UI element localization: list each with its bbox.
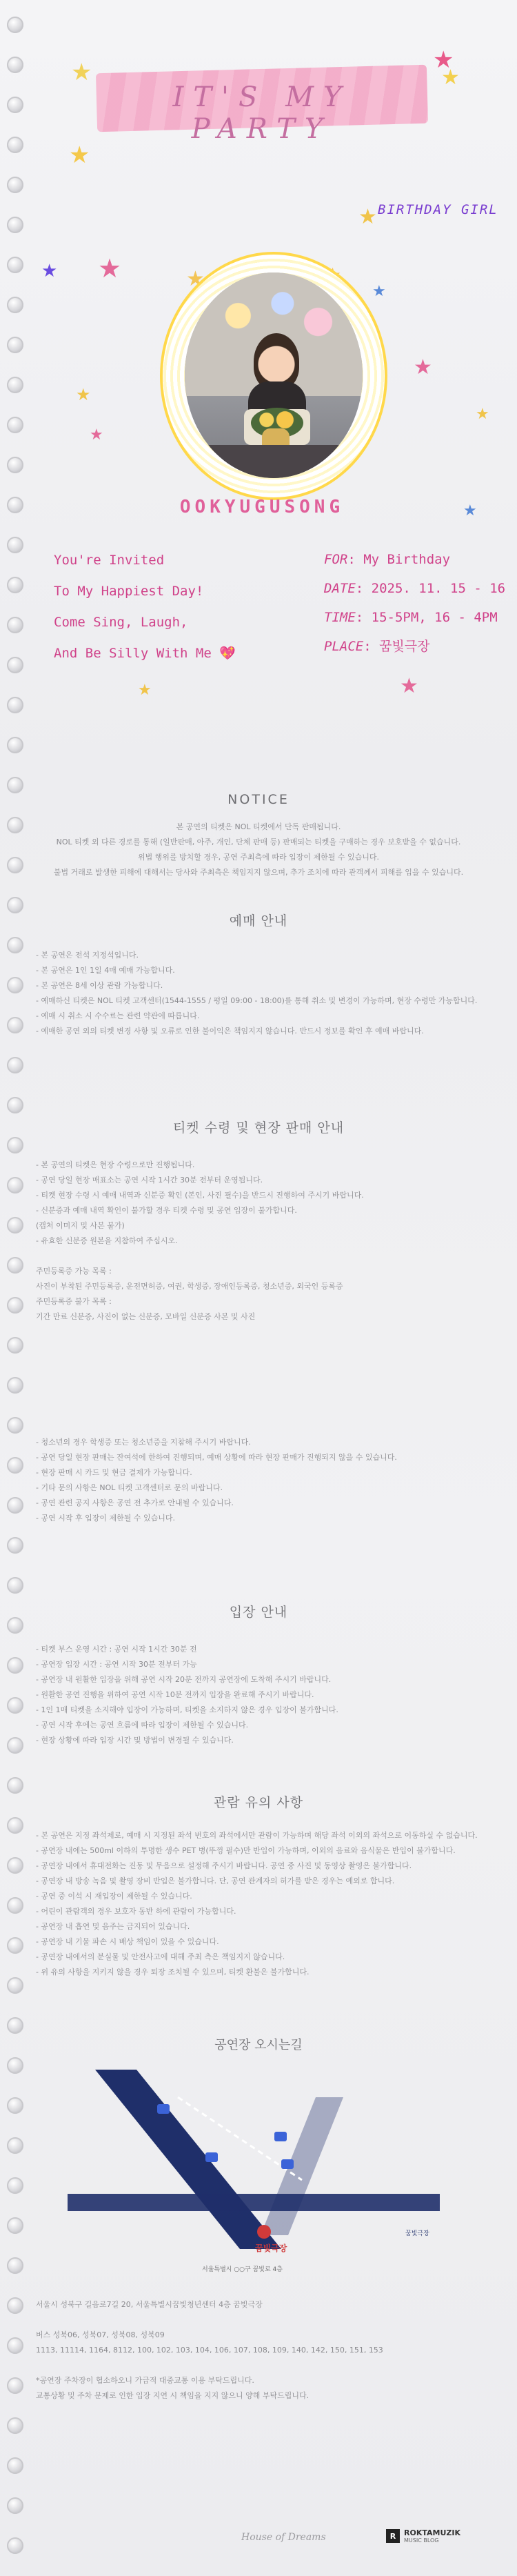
ring-hole — [7, 1737, 23, 1754]
invite-line: You're Invited — [54, 553, 165, 568]
birthday-photo — [185, 273, 363, 478]
ticket-line: - 본 공연의 티켓은 현장 수령으로만 진행됩니다. — [36, 1160, 195, 1169]
ring-hole — [7, 1937, 23, 1954]
star-icon: ★ — [138, 682, 152, 699]
entry-line: - 공연장 입장 시간 : 공연 시작 30분 전부터 가능 — [36, 1660, 197, 1669]
ring-hole — [7, 1257, 23, 1274]
ring-hole — [7, 2177, 23, 2194]
directions-map — [54, 2035, 463, 2297]
ring-hole — [7, 1657, 23, 1674]
ring-hole — [7, 2497, 23, 2514]
ticket-line: - 기타 문의 사항은 NOL 티켓 고객센터로 문의 바랍니다. — [36, 1483, 223, 1492]
rules-line: - 공연장 내에는 500ml 이하의 투명한 생수 PET 병(뚜껑 필수)만 반입이 가능하며, 이외의 음료와 음식물은 반입이 불가합니다. — [36, 1846, 456, 1855]
ring-hole — [7, 2217, 23, 2234]
ring-hole — [7, 2097, 23, 2114]
directions-body — [36, 2297, 481, 2404]
notice-line: NOL 티켓 외 다른 경로를 통해 (일반판매, 아주, 개인, 단체 판매 등) 판매되는 티켓을 구매하는 경우 보호받을 수 없습니다. — [56, 838, 461, 846]
bus-line: 1113, 11114, 1164, 8112, 100, 102, 103, 104, 106, 107, 108, 109, 140, 142, 150, 151, 153 — [36, 2346, 383, 2355]
invite-line: Come Sing, Laugh, — [54, 615, 188, 630]
footer-signature: House of Dreams — [241, 2532, 326, 2543]
ring-hole — [7, 2257, 23, 2274]
ticket-line — [36, 1249, 481, 1264]
ring-hole — [7, 2017, 23, 2034]
ring-hole — [7, 1497, 23, 1514]
note-line: 교통상황 및 주차 문제로 인한 입장 지연 시 책임을 지지 않으니 양해 부탁드립니다. — [36, 2391, 310, 2400]
entry-body — [36, 1642, 481, 1748]
entry-line: - 공연장 내 원활한 입장을 위해 공연 시작 20분 전까지 공연장에 도착해 주시기 바랍니다. — [36, 1675, 332, 1684]
venue-sublabel: 서울특별시 ○○구 꿈빛로 4층 — [202, 2266, 283, 2273]
ring-hole — [7, 1297, 23, 1314]
venue-label: 꿈빛극장 — [255, 2243, 287, 2253]
booking-title: 예매 안내 — [229, 913, 288, 929]
side-road — [261, 2097, 343, 2235]
note-line: *공연장 주차장이 협소하오니 가급적 대중교통 이용 부탁드립니다. — [36, 2376, 254, 2385]
ring-hole — [7, 737, 23, 753]
booking-line: - 예매 시 취소 시 수수료는 관련 약관에 따릅니다. — [36, 1011, 200, 1020]
ticket-line: 주민등록증 가능 목록 : — [36, 1267, 112, 1276]
invite-line: And Be Silly With Me 💖 — [54, 646, 236, 661]
rules-line: - 공연장 내 흡연 및 음주는 금지되어 있습니다. — [36, 1922, 190, 1931]
ring-hole — [7, 1977, 23, 1994]
rules-body — [36, 1828, 481, 1980]
entry-line: - 공연 시작 후에는 공연 흐름에 따라 입장이 제한될 수 있습니다. — [36, 1721, 249, 1730]
ticket-line: 사진이 부착된 주민등록증, 운전면허증, 여권, 학생증, 장애인등록증, 청소년증, 외국인 등록증 — [36, 1282, 343, 1291]
ring-hole — [7, 1137, 23, 1153]
star-icon: ★ — [98, 253, 122, 284]
star-icon: ★ — [400, 674, 418, 698]
logo-text: ROKTAMUZIK — [404, 2528, 460, 2537]
ring-hole — [7, 2377, 23, 2394]
ring-hole — [7, 1177, 23, 1193]
invite-line: To My Happiest Day! — [54, 584, 204, 599]
ring-hole — [7, 2297, 23, 2314]
notice-body — [36, 820, 481, 880]
star-icon: ★ — [372, 283, 386, 300]
star-icon: ★ — [41, 261, 58, 281]
notice-line: 불법 거래로 발생한 피해에 대해서는 당사와 주최측은 책임지지 않으며, 추가 조치에 따라 관객께서 피해를 입을 수 있습니다. — [53, 868, 464, 877]
star-icon: ★ — [414, 355, 432, 379]
notice-title: NOTICE — [227, 792, 290, 807]
rules-line: - 공연장 내 기물 파손 시 배상 책임이 있을 수 있습니다. — [36, 1937, 219, 1946]
ticket-line: - 공연 관련 공지 사항은 공연 전 추가로 안내될 수 있습니다. — [36, 1498, 234, 1507]
booking-body — [36, 948, 481, 1039]
ticket-body — [36, 1158, 481, 1325]
entry-line: - 1인 1매 티켓을 소지해야 입장이 가능하며, 티켓을 소지하지 않은 경우 입장이 불가합니다. — [36, 1705, 338, 1714]
ring-hole — [7, 1457, 23, 1474]
ticket-line: - 공연 당일 현장 매표소는 공연 시작 1시간 30분 전부터 운영됩니다. — [36, 1176, 263, 1185]
ring-hole — [7, 857, 23, 873]
party-info — [324, 545, 505, 661]
rules-line: - 어린이 관람객의 경우 보호자 동반 하에 관람이 가능합니다. — [36, 1907, 236, 1916]
hero-section — [0, 0, 517, 724]
booking-line: - 예매한 공연 외의 티켓 변경 사항 및 오류로 인한 불이익은 책임지지 않습니다. 반드시 정보를 확인 후 예매 바랍니다. — [36, 1027, 424, 1036]
logo-subtext: MUSIC BLOG — [404, 2537, 439, 2544]
party-info-row: FOR: My Birthday — [324, 552, 451, 567]
star-icon: ★ — [441, 66, 460, 90]
directions-title: 공연장 오시는길 — [214, 2038, 303, 2052]
ticket-body-2 — [36, 1435, 481, 1526]
ring-hole — [7, 1417, 23, 1434]
ring-hole — [7, 2057, 23, 2074]
party-info-row: PLACE: 꿈빛극장 — [324, 639, 430, 654]
ring-hole — [7, 2537, 23, 2554]
star-icon: ★ — [76, 385, 91, 404]
booking-line: - 본 공연은 8세 이상 관람 가능합니다. — [36, 981, 163, 990]
ring-hole — [7, 1217, 23, 1233]
ticket-line: - 티켓 현장 수령 시 예매 내역과 신분증 확인 (본인, 사진 필수)을 반드시 진행하여 주시기 바랍니다. — [36, 1191, 364, 1200]
entry-line: - 현장 상황에 따라 입장 시간 및 방법이 변경될 수 있습니다. — [36, 1736, 234, 1745]
ring-hole — [7, 937, 23, 953]
brand-logo — [386, 2528, 460, 2544]
logo-mark-icon: R — [386, 2529, 400, 2543]
ring-hole — [7, 817, 23, 833]
rules-line: - 공연장 내에서의 분실물 및 안전사고에 대해 주최 측은 책임지지 않습니다. — [36, 1952, 285, 1961]
ring-hole — [7, 1697, 23, 1714]
ring-hole — [7, 2337, 23, 2354]
ring-hole — [7, 2417, 23, 2434]
party-info-row: DATE: 2025. 11. 15 - 16 — [324, 581, 506, 596]
cross-road — [68, 2194, 440, 2211]
main-road — [95, 2070, 281, 2249]
star-icon: ★ — [358, 205, 377, 229]
notice-line: 본 공연의 티켓은 NOL 티켓에서 단독 판매됩니다. — [176, 822, 341, 831]
rules-line: - 위 유의 사항을 지키지 않을 경우 퇴장 조치될 수 있으며, 티켓 환불은 불가합니다. — [36, 1968, 310, 1976]
page-title: IT'S MY PARTY — [172, 81, 352, 145]
ticket-title: 티켓 수령 및 현장 판매 안내 — [172, 1120, 345, 1136]
ring-hole — [7, 1377, 23, 1394]
entry-line: - 티켓 부스 운영 시간 : 공연 시작 1시간 30분 전 — [36, 1645, 197, 1654]
address-line: 서울시 성북구 길음로7길 20, 서울특별시꿈빛청년센터 4층 꿈빛극장 — [36, 2300, 263, 2309]
star-icon: ★ — [476, 406, 489, 423]
ticket-line: - 신분증과 예매 내역 확인이 불가할 경우 티켓 수령 및 공연 입장이 불가합니다. — [36, 1206, 297, 1215]
ring-hole — [7, 1857, 23, 1874]
ring-hole — [7, 1097, 23, 1113]
ring-hole — [7, 1057, 23, 1073]
entry-title: 입장 안내 — [229, 1605, 288, 1620]
notice-line: 위법 행위를 방치할 경우, 공연 주최측에 따라 입장이 제한될 수 있습니다. — [137, 853, 380, 862]
invite-message — [54, 545, 236, 669]
ring-hole — [7, 1017, 23, 1033]
bus-stop-icon — [157, 2104, 170, 2114]
ring-hole — [7, 777, 23, 793]
ring-hole — [7, 1897, 23, 1914]
booking-line: - 본 공연은 전석 지정석입니다. — [36, 951, 139, 960]
ring-hole — [7, 1537, 23, 1554]
ring-hole — [7, 1337, 23, 1354]
star-icon: ★ — [71, 59, 92, 86]
entry-line: - 원활한 공연 진행을 위하여 공연 시작 10분 전까지 입장을 완료해 주시기 바랍니다. — [36, 1690, 314, 1699]
ticket-line: - 공연 당일 현장 판매는 잔여석에 한하여 진행되며, 예매 상황에 따라 현장 판매가 진행되지 않을 수 있습니다. — [36, 1453, 397, 1462]
ring-hole — [7, 2457, 23, 2474]
ring-hole — [7, 1777, 23, 1794]
bus-stop-icon — [281, 2159, 294, 2169]
bus-stop-icon — [205, 2152, 218, 2162]
booking-line: - 예매하신 티켓은 NOL 티켓 고객센터(1544-1555 / 평일 09:00 - 18:00)를 통해 취소 및 변경이 가능하며, 현장 수령만 가능합니다. — [36, 996, 478, 1005]
birthday-girl-label: BIRTHDAY GIRL — [378, 202, 498, 217]
rules-title: 관람 유의 사항 — [213, 1795, 304, 1810]
ring-hole — [7, 977, 23, 993]
bus-stop-icon — [274, 2132, 287, 2141]
rules-line: - 공연장 내에서 휴대전화는 진동 및 무음으로 설정해 주시기 바랍니다. 공연 중 사진 및 동영상 촬영은 불가합니다. — [36, 1861, 412, 1870]
star-icon: ★ — [463, 502, 477, 519]
ticket-line: (캡처 이미지 및 사본 불가) — [36, 1221, 125, 1230]
bus-line: 버스 성북06, 성북07, 성북08, 성북09 — [36, 2330, 165, 2339]
star-icon: ★ — [433, 46, 454, 74]
rules-line: - 본 공연은 지정 좌석제로, 예매 시 지정된 좌석 번호의 좌석에서만 관람이 가능하며 해당 좌석 이외의 좌석으로 이동하실 수 없습니다. — [36, 1831, 478, 1840]
ticket-line: - 청소년의 경우 학생증 또는 청소년증을 지참해 주시기 바랍니다. — [36, 1438, 251, 1447]
ring-hole — [7, 1577, 23, 1594]
ticket-line: - 공연 시작 후 입장이 제한될 수 있습니다. — [36, 1514, 175, 1523]
party-info-row: TIME: 15-5PM, 16 - 4PM — [324, 610, 498, 625]
venue-marker-icon — [257, 2225, 271, 2239]
ring-hole — [7, 2137, 23, 2154]
booking-line: - 본 공연은 1인 1일 4매 예매 가능합니다. — [36, 966, 175, 975]
rules-line: - 공연장 내 방송 녹음 및 촬영 장비 반입은 불가합니다. 단, 공연 관계자의 허가를 받은 경우는 예외로 합니다. — [36, 1876, 395, 1885]
ticket-line: - 유효한 신분증 원본을 지참하여 주십시오. — [36, 1236, 178, 1245]
star-icon: ★ — [90, 426, 103, 444]
ring-hole — [7, 1817, 23, 1834]
corner-label: 꿈빛극장 — [405, 2230, 429, 2237]
rules-line: - 공연 중 이석 시 재입장이 제한될 수 있습니다. — [36, 1892, 192, 1901]
ticket-line: 기간 만료 신분증, 사진이 없는 신분증, 모바일 신분증 사본 및 사진 — [36, 1312, 256, 1321]
ticket-line: - 현장 판매 시 카드 및 현금 결제가 가능합니다. — [36, 1468, 192, 1477]
star-icon: ★ — [69, 141, 90, 169]
ticket-line: 주민등록증 불가 목록 : — [36, 1297, 112, 1306]
birthday-name: OOKYUGUSONG — [179, 497, 345, 517]
